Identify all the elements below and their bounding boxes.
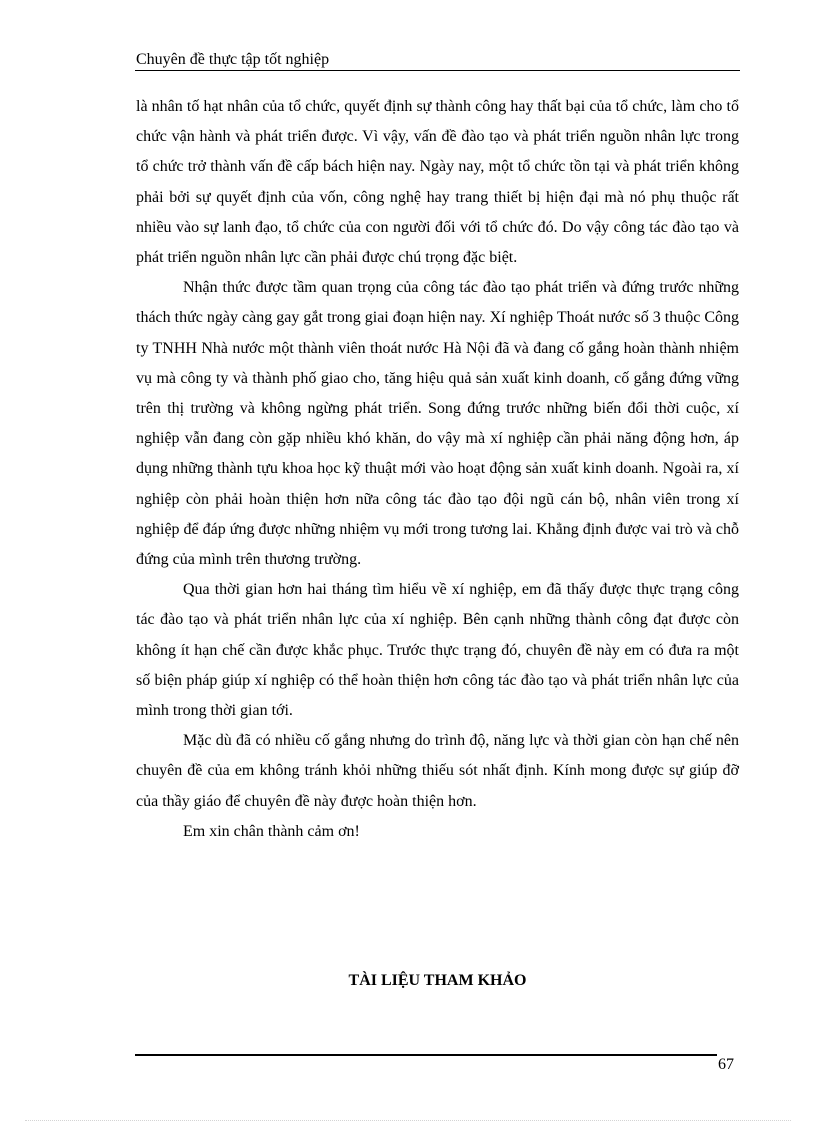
- page-number: 67: [718, 1056, 734, 1073]
- document-body: [136, 92, 739, 847]
- paragraph-internship: Qua thời gian hơn hai tháng tìm hiểu về xí nghiệp, em đã thấy được thực trạng công tác đào tạo và phát triển nhân lực của xí nghiệp. Bên cạnh những thành công đạt được còn không ít hạn chế cần được khắc phục. Trước thực trạng đó, chuyên đề này em có đưa ra một số biện pháp giúp xí nghiệp có thể hoàn thiện hơn công tác đào tạo và phát triển nhân lực của mình trong thời gian tới.: [136, 581, 739, 720]
- header-divider: [135, 70, 740, 71]
- running-header-title: Chuyên đề thực tập tốt nghiệp: [136, 51, 330, 68]
- paragraph-awareness: Nhận thức được tầm quan trọng của công tác đào tạo phát triển và đứng trước những thách thức ngày càng gay gắt trong giai đoạn hiện nay. Xí nghiệp Thoát nước số 3 thuộc Công ty TNHH Nhà nước một thành viên thoát nước Hà Nội đã và đang cố gắng hoàn thành nhiệm vụ mà công ty và thành phố giao cho, tăng hiệu quả sản xuất kinh doanh, cố gắng đứng vững trên thị trường và không ngừng phát triển. Song đứng trước những biến đổi thời cuộc, xí nghiệp vẫn đang còn gặp nhiều khó khăn, do vậy mà xí nghiệp cần phải năng động hơn, áp dụng những thành tựu khoa học kỹ thuật mới vào hoạt động sản xuất kinh doanh. Ngoài ra, xí nghiệp còn phải hoàn thiện hơn nữa công tác đào tạo đội ngũ cán bộ, nhân viên trong xí nghiệp để đáp ứng được những nhiệm vụ mới trong tương lai. Khẳng định được vai trò và chỗ đứng của mình trên thương trường.: [136, 279, 739, 569]
- paragraph-limitations: Mặc dù đã có nhiều cố gắng nhưng do trình độ, năng lực và thời gian còn hạn chế nên chuyên đề của em không tránh khỏi những thiếu sót nhất định. Kính mong được sự giúp đỡ của thầy giáo để chuyên đề này được hoàn thiện hơn.: [136, 732, 739, 810]
- page-bottom-border: [25, 1120, 791, 1121]
- footer-divider: [135, 1054, 717, 1056]
- references-heading: TÀI LIỆU THAM KHẢO: [348, 972, 527, 989]
- paragraph-continuation: là nhân tố hạt nhân của tổ chức, quyết định sự thành công hay thất bại của tổ chức, làm cho tổ chức vận hành và phát triển được. Vì vậy, vấn đề đào tạo và phát triển nguồn nhân lực trong tổ chức trở thành vấn đề cấp bách hiện nay. Ngày nay, một tổ chức tồn tại và phát triển không phải bởi sự quyết định của vốn, công nghệ hay trang thiết bị hiện đại mà nó phụ thuộc rất nhiều vào sự lanh đạo, tổ chức của con người đối với tổ chức đó. Do vậy công tác đào tạo và phát triển nguồn nhân lực cần phải được chú trọng đặc biệt.: [136, 98, 739, 267]
- paragraph-thanks: Em xin chân thành cảm ơn!: [183, 822, 360, 840]
